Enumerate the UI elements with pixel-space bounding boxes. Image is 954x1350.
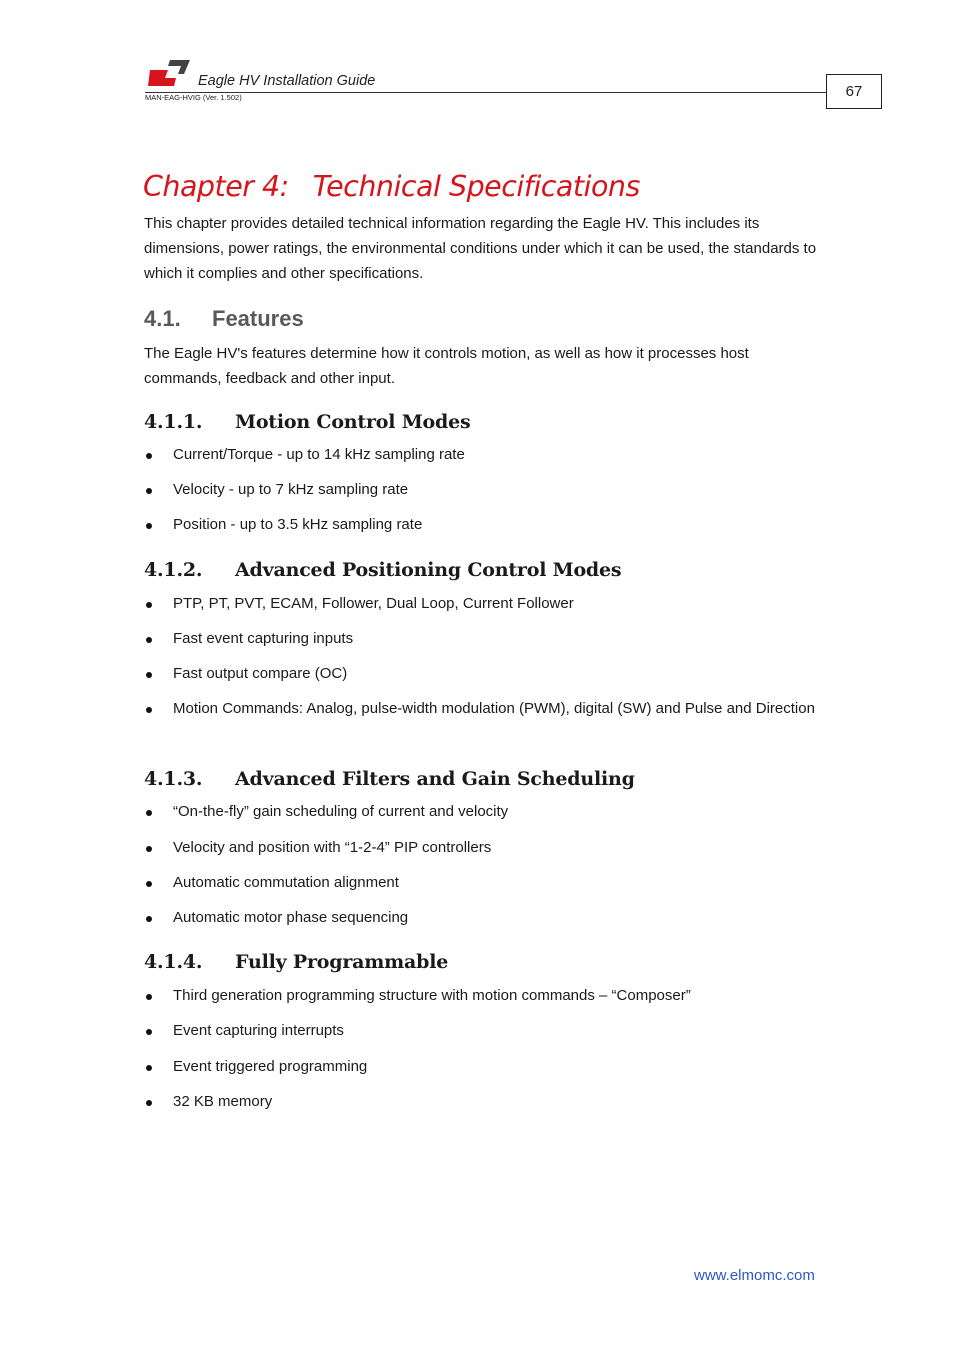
list-item: Position - up to 3.5 kHz sampling rate xyxy=(144,513,824,537)
bullet-list-positioning xyxy=(144,592,824,721)
subsection-title: Motion Control Modes xyxy=(235,411,471,433)
bullet-icon xyxy=(146,1029,152,1035)
bullet-icon xyxy=(146,707,152,713)
section-title: Features xyxy=(212,306,304,331)
bullet-icon xyxy=(146,994,152,1000)
list-item: Fast event capturing inputs xyxy=(144,627,824,651)
subsection-title: Advanced Filters and Gain Scheduling xyxy=(235,768,635,790)
list-item: Third generation programming structure with motion commands – “Composer” xyxy=(144,984,824,1008)
bullet-icon xyxy=(146,846,152,852)
chapter-title: Technical Specifications xyxy=(312,170,640,203)
subsection-heading-motion-control xyxy=(144,411,470,433)
list-item: “On-the-fly” gain scheduling of current and velocity xyxy=(144,800,824,824)
list-item: 32 KB memory xyxy=(144,1090,824,1114)
bullet-list-programmable xyxy=(144,984,824,1114)
page-number-box xyxy=(826,74,882,109)
elmo-logo-icon xyxy=(148,58,190,88)
header-divider xyxy=(145,92,827,93)
bullet-icon xyxy=(146,602,152,608)
page-number: 67 xyxy=(845,83,863,100)
bullet-icon xyxy=(146,916,152,922)
chapter-number: Chapter 4: xyxy=(143,170,289,203)
section-heading xyxy=(144,306,304,332)
bullet-list-filters xyxy=(144,800,824,930)
document-title: Eagle HV Installation Guide xyxy=(198,73,376,89)
bullet-icon xyxy=(146,637,152,643)
bullet-icon xyxy=(146,453,152,459)
chapter-intro-paragraph: This chapter provides detailed technical information regarding the Eagle HV. This includes its dimensions, power ratings, the environmental conditions under which it can be used, the standards to which it complies and other specifications. xyxy=(144,215,817,282)
subsection-heading-filters xyxy=(144,768,635,790)
subsection-title: Advanced Positioning Control Modes xyxy=(235,559,622,581)
subsection-number: 4.1.4. xyxy=(144,951,203,973)
bullet-icon xyxy=(146,488,152,494)
list-item: Velocity and position with “1-2-4” PIP controllers xyxy=(144,836,824,860)
bullet-icon xyxy=(146,523,152,529)
subsection-number: 4.1.2. xyxy=(144,559,203,581)
list-item: Automatic motor phase sequencing xyxy=(144,906,824,930)
list-item: PTP, PT, PVT, ECAM, Follower, Dual Loop, Current Follower xyxy=(144,592,824,616)
bullet-list-motion-control xyxy=(144,443,824,537)
list-item: Fast output compare (OC) xyxy=(144,662,824,686)
list-item: Event capturing interrupts xyxy=(144,1019,824,1043)
subsection-number: 4.1.1. xyxy=(144,411,203,433)
list-item: Automatic commutation alignment xyxy=(144,871,824,895)
document-code: MAN-EAG-HVIG (Ver. 1.502) xyxy=(145,93,242,102)
subsection-title: Fully Programmable xyxy=(235,951,449,973)
section-number: 4.1. xyxy=(144,306,181,331)
bullet-icon xyxy=(146,881,152,887)
website-link[interactable]: www.elmomc.com xyxy=(694,1267,815,1284)
bullet-icon xyxy=(146,672,152,678)
list-item: Event triggered programming xyxy=(144,1055,824,1079)
section-intro-paragraph: The Eagle HV's features determine how it controls motion, as well as how it processes host commands, feedback and other input. xyxy=(144,345,749,387)
subsection-heading-positioning xyxy=(144,559,621,581)
bullet-icon xyxy=(146,810,152,816)
list-item: Velocity - up to 7 kHz sampling rate xyxy=(144,478,824,502)
bullet-icon xyxy=(146,1065,152,1071)
list-item: Motion Commands: Analog, pulse-width modulation (PWM), digital (SW) and Pulse and Direction xyxy=(144,697,824,721)
subsection-heading-programmable xyxy=(144,951,448,973)
subsection-number: 4.1.3. xyxy=(144,768,203,790)
chapter-heading xyxy=(143,170,640,203)
list-item: Current/Torque - up to 14 kHz sampling rate xyxy=(144,443,824,467)
bullet-icon xyxy=(146,1100,152,1106)
